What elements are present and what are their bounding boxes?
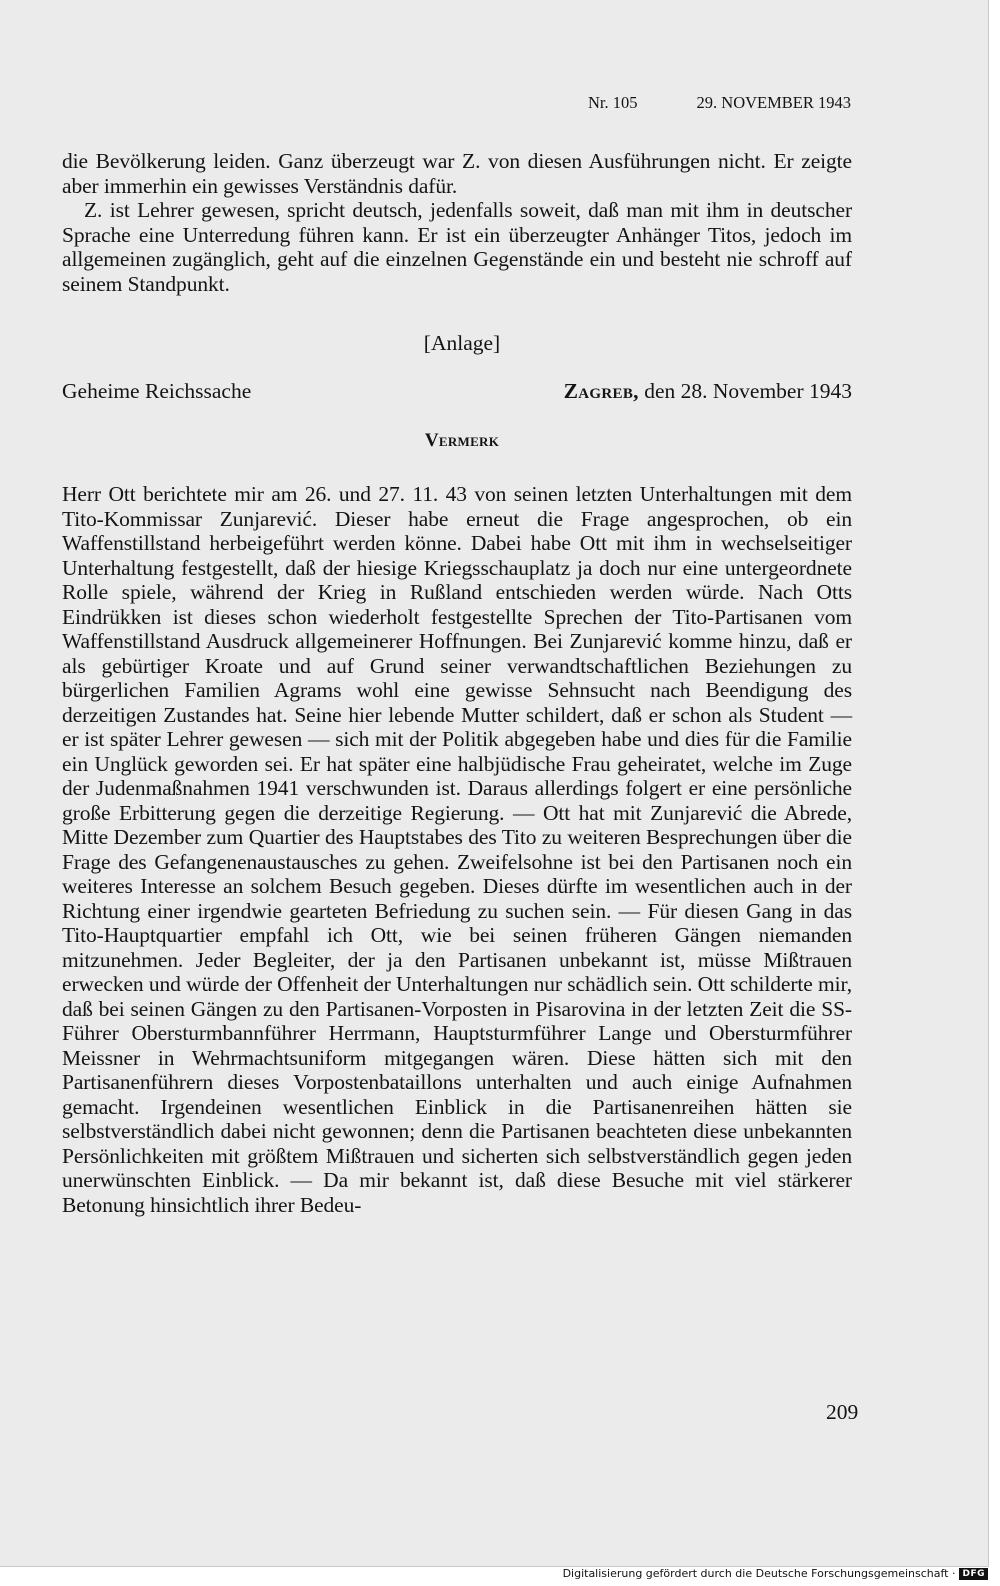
document-date: 29. NOVEMBER 1943 bbox=[696, 93, 851, 112]
paragraph: die Bevölkerung leiden. Ganz überzeugt war Z. von diesen Ausführungen nicht. Er zeigte aber immerhin ein gewisses Verständnis dafür. bbox=[62, 149, 852, 198]
memo-body bbox=[62, 482, 852, 1217]
paragraph: Z. ist Lehrer gewesen, spricht deutsch, jedenfalls soweit, daß man mit ihm in deutscher Sprache eine Unterredung führen kann. Er ist ein überzeugter Anhänger Titos, jedoch im allgemeinen zugänglich, geht auf die einzelnen Gegenstände ein und besteht nie schroff auf seinem Standpunkt. bbox=[62, 198, 852, 296]
dfg-logo-icon: DFG bbox=[959, 1568, 988, 1580]
footer-credit: Digitalisierung gefördert durch die Deutsche Forschungsgemeinschaft · bbox=[562, 1567, 956, 1580]
memo-title: Vermerk bbox=[424, 430, 500, 451]
paragraph: Herr Ott berichtete mir am 26. und 27. 11. 43 von seinen letzten Unterhaltungen mit dem Tito-Kommissar Zunjarević. Dieser habe erneut die Frage angesprochen, ob ein Waffenstillstand herbeigeführt werden könne. Dabei habe Ott mit ihm in wechselseitiger Unterhaltung festgestellt, daß der hiesige Kriegsschauplatz ja doch nur eine untergeordnete Rolle spiele, während der Krieg in Rußland entschieden werden würde. Nach Otts Eindrükken ist dieses schon wiederholt festgestellte Sprechen der Tito-Partisanen vom Waffenstillstand Ausdruck allgemeinerer Hoffnungen. Bei Zunjarević komme hinzu, daß er als gebürtiger Kroate und auf Grund seiner verwandtschaftlichen Beziehungen zu bürgerlichen Familien Agrams wohl eine gewisse Sehnsucht nach Beendigung des derzeitigen Zustandes hat. Seine hier lebende Mutter schildert, daß er schon als Student — er ist später Lehrer gewesen — sich mit der Politik abgegeben habe und dies für die Familie ein Unglück geworden sei. Er hat später eine halbjüdische Frau geheiratet, welche im Zuge der Judenmaßnahmen 1941 verschwunden ist. Daraus allerdings folgert er eine persönliche große Erbitterung gegen die derzeitige Regierung. — Ott hat mit Zunjarević die Abrede, Mitte Dezember zum Quartier des Hauptstabes des Tito zu weiteren Besprechungen über die Frage des Gefangenenaustausches zu gehen. Zweifelsohne ist bei den Partisanen noch ein weiteres Interesse an solchem Besuch gegeben. Dieses dürfte im wesentlichen auch in der Richtung einer irgendwie gearteten Befriedung zu suchen sein. — Für diesen Gang in das Tito-Hauptquartier empfahl ich Ott, wie bei seinen früheren Gängen niemanden mitzunehmen. Jeder Begleiter, der ja den Partisanen unbekannt ist, müsse Mißtrauen erwecken und würde der Offenheit der Unterhaltungen nur schädlich sein. Ott schilderte mir, daß bei seinen Gängen zu den Partisanen-Vorposten in Pisarovina in der letzten Zeit die SS-Führer Obersturmbannführer Herrmann, Hauptsturmführer Lange und Obersturmführer Meissner in Wehrmachtsuniform mitgegangen wären. Diese hätten sich mit den Partisanenführern dieses Vorpostenbataillons unterhalten und auch einige Aufnahmen gemacht. Irgendeinen wesentlichen Einblick in die Partisanenreihen hätten sie selbstverständlich dabei nicht gewonnen; denn die Partisanen beachteten diese unbekannten Persönlichkeiten mit größtem Mißtrauen und sicherten sich selbstverständlich gegen jeden unerwünschten Einblick. — Da mir bekannt ist, daß diese Besuche mit viel stärkerer Betonung hinsichtlich ihrer Bedeu- bbox=[62, 482, 852, 1217]
memo-date: den 28. November 1943 bbox=[638, 379, 852, 403]
memo-header-line bbox=[62, 379, 852, 404]
running-head bbox=[588, 93, 851, 113]
document-number: Nr. 105 bbox=[588, 93, 638, 112]
page-number: 209 bbox=[826, 1400, 859, 1424]
place-date bbox=[564, 379, 852, 404]
classification-label: Geheime Reichssache bbox=[62, 379, 252, 403]
attachment-label: [Anlage] bbox=[423, 331, 501, 355]
digitization-footer bbox=[563, 1567, 988, 1580]
place-name: Zagreb, bbox=[563, 379, 639, 403]
body-text-top bbox=[62, 149, 852, 296]
